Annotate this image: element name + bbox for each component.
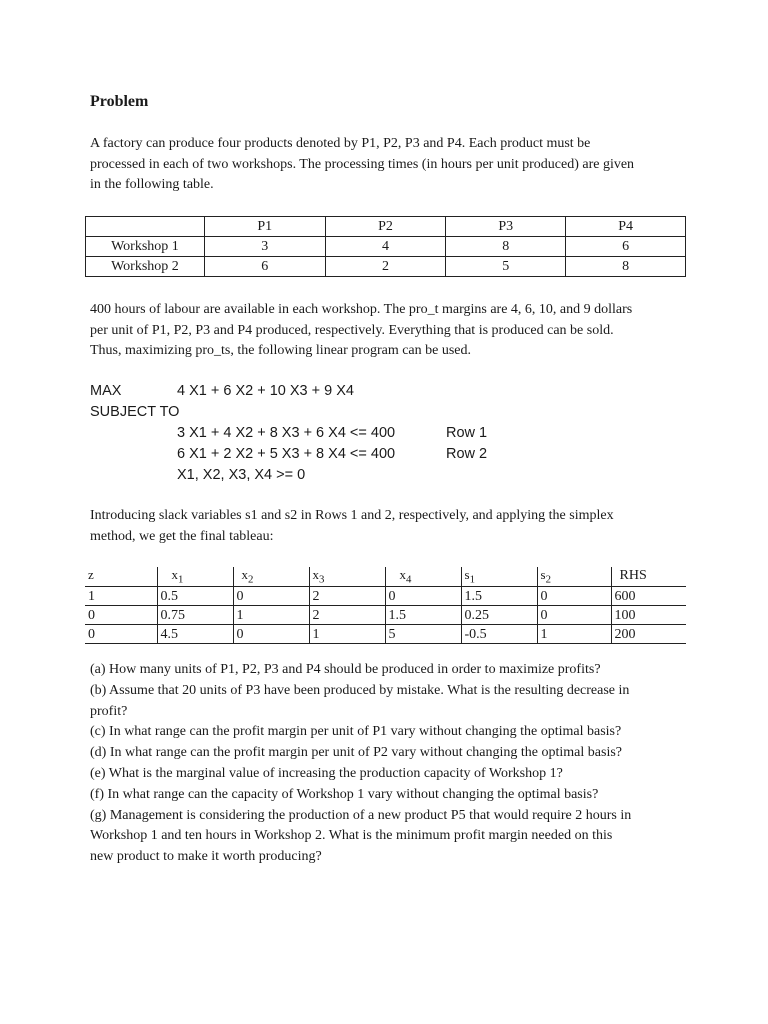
table-header-row: [86, 217, 686, 237]
tableau-cell: 1.5: [461, 586, 537, 605]
tableau-cell: 0.25: [461, 605, 537, 624]
tableau-cell: 200: [611, 624, 686, 643]
tableau-cell: 2: [309, 586, 385, 605]
max-label: MAX: [90, 383, 122, 399]
objective-function: 4 X1 + 6 X2 + 10 X3 + 9 X4: [177, 383, 354, 399]
question-line: new product to make it worth producing?: [90, 849, 322, 865]
intro-line: in the following table.: [90, 177, 214, 192]
processing-times-table: [85, 216, 686, 277]
question-line: (b) Assume that 20 units of P3 have been produced by mistake. What is the resulting decrease in: [90, 682, 630, 698]
questions-list: [90, 660, 690, 868]
tableau-cell: 4.5: [157, 624, 233, 643]
tableau-cell: 0: [233, 586, 309, 605]
table-cell: 2: [325, 257, 446, 277]
tableau-cell: 0: [537, 605, 611, 624]
tableau-cell: 1: [233, 605, 309, 624]
tableau-cell: 600: [611, 586, 686, 605]
question-line: (d) In what range can the profit margin per unit of P2 vary without changing the optimal basis?: [90, 745, 622, 761]
question-line: (c) In what range can the profit margin per unit of P1 vary without changing the optimal basis?: [90, 724, 622, 740]
table-cell: P4: [566, 217, 686, 237]
tableau-header-row: [85, 567, 686, 586]
tableau-cell: 1: [85, 586, 157, 605]
tableau-cell: 2: [309, 605, 385, 624]
constraint-label: Row 2: [446, 446, 488, 462]
tableau-header-cell: $x_1$: [157, 567, 233, 586]
final-tableau: [85, 567, 686, 644]
tableau-header-cell: $x_4$: [385, 567, 461, 586]
question-line: (f) In what range can the capacity of Workshop 1 vary without changing the optimal basis?: [90, 786, 599, 802]
table-cell: 6: [204, 257, 325, 277]
tableau-row: [85, 586, 686, 605]
tableau-cell: 0: [85, 624, 157, 643]
question-line: (g) Management is considering the production of a new product P5 that would require 2 hours in: [90, 807, 632, 823]
table-cell: Workshop 2: [86, 257, 205, 277]
page-title: Problem: [90, 93, 149, 110]
table-cell: 8: [446, 237, 566, 257]
paragraph-line: Introducing slack variables s1 and s2 in Rows 1 and 2, respectively, and applying the simplex: [90, 508, 614, 523]
constraint-expr: 6 X1 + 2 X2 + 5 X3 + 8 X4 <= 400: [177, 446, 396, 462]
table-cell: 5: [446, 257, 566, 277]
intro-line: processed in each of two workshops. The processing times (in hours per unit produced) are given: [90, 156, 635, 172]
table-cell: Workshop 1: [86, 237, 205, 257]
nonnegativity-constraint: X1, X2, X3, X4 >= 0: [177, 467, 306, 483]
tableau-cell: 1: [537, 624, 611, 643]
tableau-cell: 0: [85, 605, 157, 624]
table-row: [86, 257, 686, 277]
table-cell: [86, 217, 205, 237]
question-line: (e) What is the marginal value of increasing the production capacity of Workshop 1?: [90, 765, 563, 781]
table-cell: P3: [446, 217, 566, 237]
table-cell: 8: [566, 257, 686, 277]
tableau-row: [85, 605, 686, 624]
tableau-header-cell: $s_1$: [461, 567, 537, 586]
paragraph-line: Thus, maximizing pro_ts, the following linear program can be used.: [90, 343, 472, 358]
question-line: (a) How many units of P1, P2, P3 and P4 should be produced in order to maximize profits?: [90, 662, 601, 677]
paragraph-line: method, we get the final tableau:: [90, 528, 274, 544]
intro-line: A factory can produce four products denoted by P1, P2, P3 and P4. Each product must be: [90, 136, 591, 151]
tableau-header-cell: z: [85, 567, 157, 586]
constraint-expr: 3 X1 + 4 X2 + 8 X3 + 6 X4 <= 400: [177, 425, 396, 441]
tableau-cell: 0: [537, 586, 611, 605]
table-cell: P2: [325, 217, 446, 237]
table-cell: 4: [325, 237, 446, 257]
tableau-header-cell: $x_3$: [309, 567, 385, 586]
paragraph-line: per unit of P1, P2, P3 and P4 produced, respectively. Everything that is produced can be sold.: [90, 322, 614, 338]
slack-paragraph: [90, 506, 690, 547]
question-line: profit?: [90, 703, 128, 719]
tableau-cell: -0.5: [461, 624, 537, 643]
tableau-cell: 0: [385, 586, 461, 605]
tableau-cell: 5: [385, 624, 461, 643]
table-cell: P1: [204, 217, 325, 237]
tableau-row: [85, 624, 686, 643]
tableau-cell: 0: [233, 624, 309, 643]
question-line: Workshop 1 and ten hours in Workshop 2. What is the minimum profit margin needed on this: [90, 828, 613, 844]
tableau-cell: 1.5: [385, 605, 461, 624]
subject-to-label: SUBJECT TO: [90, 404, 180, 420]
table-row: [86, 237, 686, 257]
labour-paragraph: [90, 300, 690, 362]
table-cell: 3: [204, 237, 325, 257]
paragraph-line: 400 hours of labour are available in each workshop. The pro_t margins are 4, 6, 10, and 9 dollars: [90, 302, 633, 317]
tableau-cell: 1: [309, 624, 385, 643]
table-cell: 6: [566, 237, 686, 257]
intro-paragraph: [90, 134, 690, 196]
tableau-header-cell: RHS: [611, 567, 686, 586]
tableau-header-cell: $s_2$: [537, 567, 611, 586]
tableau-header-cell: $x_2$: [233, 567, 309, 586]
tableau-cell: 0.5: [157, 586, 233, 605]
tableau-cell: 0.75: [157, 605, 233, 624]
tableau-cell: 100: [611, 605, 686, 624]
constraint-label: Row 1: [446, 425, 488, 441]
